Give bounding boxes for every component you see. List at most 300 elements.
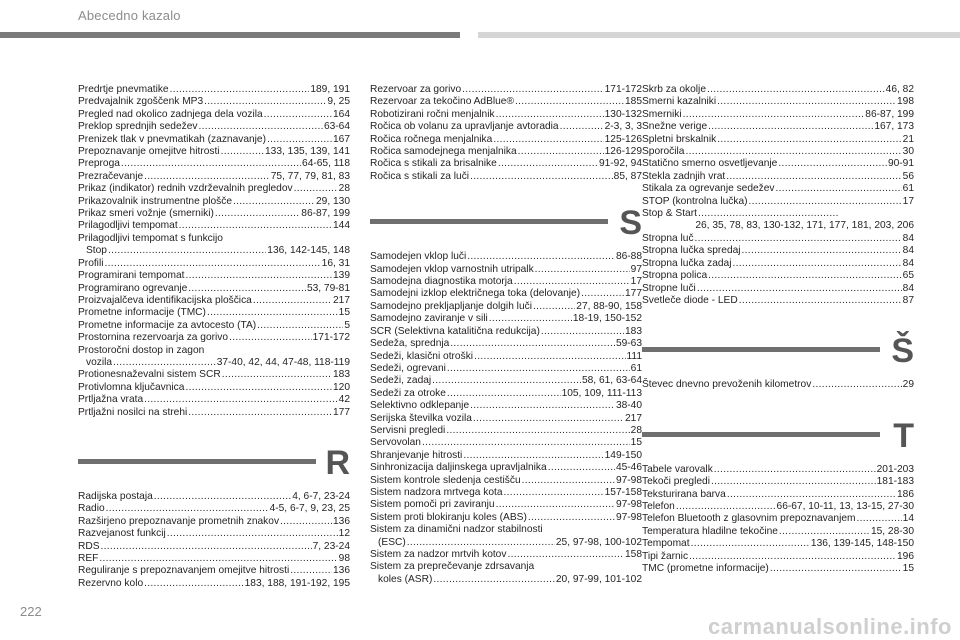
leader-dots [407, 537, 555, 549]
index-term: Sistem za dinamični nadzor stabilnosti [370, 524, 543, 536]
section-letter: R [325, 443, 350, 482]
index-term: Sedeži, ogrevani [370, 362, 446, 374]
header-bar-light [478, 32, 960, 38]
index-column-3 [642, 84, 914, 575]
index-entry [78, 158, 350, 170]
index-entry [642, 464, 914, 476]
index-page-refs: 105, 109, 111-113 [561, 387, 642, 399]
index-page-refs: 17 [902, 195, 914, 207]
index-entry [642, 208, 914, 220]
index-term: TMC (prometne informacije) [642, 562, 769, 574]
leader-dots [770, 563, 902, 575]
index-entry [370, 264, 642, 276]
index-term: Preklop sprednjih sedežev [78, 121, 198, 133]
leader-dots [778, 158, 887, 170]
index-entry [370, 288, 642, 300]
index-entry [642, 295, 914, 307]
leader-dots [222, 369, 332, 381]
leader-dots [470, 171, 613, 183]
index-term: Teksturirana barva [642, 488, 726, 500]
index-entry [370, 450, 642, 462]
index-term: Razširjeno prepoznavanje prometnih znakov [78, 515, 280, 527]
index-term: Prilagodljivi tempomat s funkcijo [78, 232, 223, 244]
leader-dots [489, 313, 572, 325]
index-entry [642, 121, 914, 133]
leader-dots [514, 276, 630, 288]
index-page-refs: 97 [630, 263, 642, 275]
index-entry [78, 233, 350, 245]
index-entry [370, 425, 642, 437]
leader-dots [99, 553, 337, 565]
index-entry [78, 528, 350, 540]
index-entry [370, 146, 642, 158]
index-entry [370, 134, 642, 146]
index-entry [370, 388, 642, 400]
leader-dots [185, 270, 332, 282]
index-entry [370, 276, 642, 288]
index-page-refs: 157-158 [604, 486, 642, 498]
index-term: Ročica s stikali za luči [370, 170, 470, 182]
leader-dots [207, 307, 338, 319]
index-term: Stop [86, 245, 107, 257]
index-entry [370, 109, 642, 121]
index-term: Tekoči pregledi [642, 476, 710, 488]
leader-dots [433, 574, 555, 586]
index-page-refs: 186 [897, 488, 914, 500]
index-term: Robotizirani ročni menjalnik [370, 108, 495, 120]
index-entry [370, 363, 642, 375]
index-entry [78, 183, 350, 195]
leader-dots [496, 499, 615, 511]
leader-dots [280, 516, 332, 528]
index-page-refs: 16, 31 [321, 257, 350, 269]
index-entry [370, 251, 642, 263]
index-term: Telefon Bluetooth z glasovnim prepoznavanjem [642, 513, 856, 525]
index-term: Stekla zadnjih vrat [642, 170, 726, 182]
index-entry [78, 208, 350, 220]
index-page-refs: 75, 77, 79, 81, 83 [270, 170, 350, 182]
index-page-refs: 85, 87 [613, 170, 642, 182]
index-page-refs: 177 [333, 406, 350, 418]
index-page-refs: 15 [630, 437, 642, 449]
leader-dots [432, 375, 581, 387]
index-page-refs: 167, 173 [874, 121, 914, 133]
header-bar [0, 32, 460, 38]
index-term: Samodejno zaviranje v sili [370, 313, 488, 325]
leader-dots [739, 295, 902, 307]
index-term: Stropne luči [642, 282, 696, 294]
section-letter: T [893, 416, 914, 455]
index-term: RDS [78, 540, 100, 552]
index-entry [78, 491, 350, 503]
index-entry [370, 326, 642, 338]
index-term: Prilagodljivi tempomat [78, 220, 178, 232]
index-term: Spletni brskalnik [642, 133, 717, 145]
index-entry [78, 394, 350, 406]
index-term: Prometne informacije (TMC) [78, 307, 206, 319]
section-header [78, 441, 350, 485]
index-term: Servovolan [370, 437, 421, 449]
leader-dots [695, 233, 902, 245]
section-letter: Š [891, 332, 914, 371]
index-entry [78, 96, 350, 108]
index-term: Preproga [78, 158, 120, 170]
index-term: Prezračevanje [78, 170, 144, 182]
index-term: STOP (kontrolna lučka) [642, 195, 748, 207]
index-page-refs: 63-64 [323, 121, 350, 133]
index-page-refs: 59-63 [615, 338, 642, 350]
index-term: Sistem za nadzor mrtvih kotov [370, 549, 507, 560]
index-page-refs: 61 [902, 183, 914, 195]
leader-dots [683, 109, 865, 121]
section-header [370, 201, 642, 245]
index-entry [370, 574, 642, 586]
index-term: Sedeži za otroke [370, 387, 446, 399]
index-page-refs: 196 [897, 550, 914, 562]
index-page-refs: 198 [897, 96, 914, 108]
index-entry [78, 134, 350, 146]
leader-dots [188, 283, 306, 295]
index-page-refs: 201-203 [876, 463, 914, 475]
leader-dots [717, 96, 896, 108]
index-entry [370, 84, 642, 96]
leader-dots [470, 400, 615, 412]
index-term: Samodejen vklop varnostnih utripalk [370, 263, 534, 275]
index-term: Programirani tempomat [78, 270, 185, 282]
index-column-1 [78, 84, 350, 590]
leader-dots [447, 388, 561, 400]
watermark-text: carmanualsonline.info [708, 614, 952, 639]
index-entry [642, 513, 914, 525]
leader-dots [779, 526, 870, 538]
index-term: Pregled nad okolico zadnjega dela vozila [78, 108, 263, 120]
index-page-refs: 64-65, 118 [302, 158, 350, 170]
leader-dots [204, 96, 326, 108]
leader-dots [714, 464, 876, 476]
leader-dots [498, 158, 598, 170]
leader-dots [726, 171, 901, 183]
index-entry [78, 196, 350, 208]
index-entry [78, 320, 350, 332]
leader-dots [548, 462, 615, 474]
index-term: Prostornina rezervoarja za gorivo [78, 332, 229, 344]
leader-dots [462, 84, 603, 96]
index-term: Stropna lučka zadaj [642, 257, 732, 269]
leader-dots [812, 379, 901, 391]
index-page-refs: 97-98 [615, 474, 642, 486]
leader-dots [267, 134, 332, 146]
leader-dots [294, 183, 338, 195]
leader-dots [121, 158, 301, 170]
index-page-refs: 136 [333, 515, 350, 527]
leader-dots [493, 134, 603, 146]
index-entry [642, 501, 914, 513]
index-page-refs: 217 [625, 412, 642, 424]
index-term: Prikazovalnik instrumentne plošče [78, 195, 233, 207]
index-entry [78, 121, 350, 133]
index-term: Ročica s stikali za brisalnike [370, 158, 497, 170]
index-page-refs: 217 [333, 294, 350, 306]
index-entry [78, 258, 350, 270]
leader-dots [717, 134, 901, 146]
index-term: Stop & Start [642, 208, 697, 220]
leader-dots [179, 220, 332, 232]
index-entry [78, 578, 350, 590]
index-term: Razvejanost funkcij [78, 528, 166, 540]
index-term: Reguliranje s prepoznavanjem omejitve hitrosti [78, 565, 290, 577]
leader-dots [581, 288, 624, 300]
index-entry [370, 487, 642, 499]
leader-dots [727, 489, 896, 501]
index-page-refs: 56 [902, 170, 914, 182]
leader-dots [507, 549, 624, 561]
leader-dots [229, 332, 312, 344]
leader-dots [528, 512, 615, 524]
index-entry [78, 295, 350, 307]
section-bar [370, 219, 608, 224]
index-page-refs: 158 [625, 549, 642, 560]
leader-dots [447, 363, 630, 375]
index-entry [370, 437, 642, 449]
index-entry [78, 345, 350, 357]
index-page-refs: 97-98 [615, 499, 642, 511]
index-page-refs: 45-46 [615, 462, 642, 474]
index-entry [370, 313, 642, 325]
index-page-refs: 42 [338, 394, 350, 406]
index-entry [78, 245, 350, 257]
index-page-refs: 84 [902, 232, 914, 244]
leader-dots [154, 491, 291, 503]
index-page-refs: 14 [902, 513, 914, 525]
index-entry [78, 109, 350, 121]
index-entry [642, 476, 914, 488]
index-entry [78, 553, 350, 565]
index-term: Serijska številka vozila [370, 412, 472, 424]
index-page-refs: 4, 6-7, 23-24 [292, 490, 350, 502]
index-entry [370, 475, 642, 487]
index-term: Predrtje pnevmatike [78, 84, 169, 95]
index-entry [370, 561, 642, 573]
index-term: Sporočila [642, 146, 685, 158]
index-entry [78, 84, 350, 96]
index-page-refs: 136, 142-145, 148 [267, 245, 350, 257]
index-page-refs: 28 [338, 183, 350, 195]
index-entry [78, 171, 350, 183]
leader-dots [698, 208, 838, 220]
leader-dots [689, 551, 896, 563]
index-entry [370, 171, 642, 183]
index-term: Profili [78, 257, 104, 269]
index-term: Sistem nadzora mrtvega kota [370, 486, 503, 498]
section-header [642, 414, 914, 458]
leader-dots [708, 270, 902, 282]
index-page-refs: 18-19, 150-152 [572, 313, 642, 325]
leader-dots [691, 538, 810, 550]
index-term: Temperatura hladilne tekočine [642, 525, 778, 537]
index-term: Radijska postaja [78, 490, 153, 502]
index-term: vozila [86, 356, 113, 368]
index-entry [370, 499, 642, 511]
index-term: Protivlomna ključavnica [78, 381, 185, 393]
index-page-refs: 125-126 [604, 133, 642, 145]
index-term: Sinhronizacija daljinskega upravljalnika [370, 462, 547, 474]
leader-dots [474, 351, 625, 363]
index-page-refs: 61 [630, 362, 642, 374]
index-page-refs: 183, 188, 191-192, 195 [244, 577, 350, 589]
section-letter: S [619, 204, 642, 243]
index-page-refs: 126-129 [604, 146, 642, 158]
index-term: Stikala za ogrevanje sedežev [642, 183, 775, 195]
index-term: Rezervno kolo [78, 577, 144, 589]
leader-dots [104, 258, 320, 270]
index-page-refs: 130-132 [604, 108, 642, 120]
index-page-refs: 29, 130 [316, 195, 350, 207]
index-term: Prostoročni dostop in zagon [78, 344, 205, 356]
index-entry [370, 96, 642, 108]
index-term: Ročica samodejnega menjalnika [370, 146, 517, 158]
index-term: Radio [78, 503, 105, 515]
leader-dots [233, 196, 315, 208]
index-page-refs: 86-88 [615, 251, 642, 263]
index-term: Prepoznavanje omejitve hitrosti [78, 146, 220, 158]
leader-dots [188, 407, 332, 419]
index-entry [642, 84, 914, 96]
index-term: Samodejni izklop električnega toka (delovanje) [370, 288, 581, 300]
index-entry [642, 158, 914, 170]
index-page-refs: 171-172 [312, 332, 350, 344]
leader-dots [170, 84, 310, 96]
index-term: Prometne informacije za avtocesto (TA) [78, 319, 257, 331]
index-entry [370, 338, 642, 350]
index-entry [370, 549, 642, 561]
index-page-refs: 86-87, 199 [865, 108, 914, 120]
index-term: Števec dnevno prevoženih kilometrov [642, 379, 812, 391]
index-term: Ročica ob volanu za upravljanje avtoradia [370, 121, 559, 133]
index-column-2 [370, 84, 642, 586]
index-term: Sedeži, zadaj [370, 375, 432, 387]
section-bar [642, 432, 880, 437]
index-term: Sistem za preprečevanje zdrsavanja [370, 561, 535, 573]
index-entry [370, 375, 642, 387]
index-page-refs: 29 [902, 379, 914, 391]
index-term: Tabele varovalk [642, 463, 713, 475]
index-entry [78, 146, 350, 158]
index-entry [370, 301, 642, 313]
leader-dots [776, 183, 902, 195]
leader-dots [685, 146, 901, 158]
index-entry [642, 96, 914, 108]
leader-dots [504, 487, 604, 499]
index-entry [370, 413, 642, 425]
index-term: Prikaz (indikator) rednih vzdrževalnih pregledov [78, 183, 293, 195]
index-entry [370, 512, 642, 524]
index-page-refs: 183 [625, 325, 642, 337]
index-page-refs: 25, 97-98, 100-102 [555, 536, 642, 548]
leader-dots [473, 413, 624, 425]
index-page-refs: 27, 88-90, 158 [576, 300, 642, 312]
index-term: Rezervoar za gorivo [370, 84, 462, 95]
index-page-refs: 17 [630, 276, 642, 288]
leader-dots [463, 450, 603, 462]
index-term: Sistem proti blokiranju koles (ABS) [370, 511, 527, 523]
index-term: Rezervoar za tekočino AdBlue® [370, 96, 514, 108]
index-entry [642, 183, 914, 195]
index-entry [78, 516, 350, 528]
index-term: Protionesnaževalni sistem SCR [78, 369, 221, 381]
index-page-refs: 90-91 [887, 158, 914, 170]
index-entry [370, 121, 642, 133]
index-entry [642, 233, 914, 245]
index-entry [78, 565, 350, 577]
index-entry [78, 283, 350, 295]
index-term: Proizvajalčeva identifikacijska ploščica [78, 294, 252, 306]
leader-dots [732, 258, 901, 270]
leader-dots [467, 251, 615, 263]
index-entry [78, 382, 350, 394]
leader-dots [253, 295, 332, 307]
index-term: Stropna luč [642, 232, 694, 244]
index-term: Programirano ogrevanje [78, 282, 188, 294]
index-page-refs: 139 [333, 270, 350, 282]
index-term: Samodejen vklop luči [370, 251, 467, 263]
index-term: Sedeži, klasični otroški [370, 350, 474, 362]
section-header [642, 329, 914, 373]
index-entry [642, 134, 914, 146]
index-term: Skrb za okolje [642, 84, 706, 95]
index-entry [78, 270, 350, 282]
index-page-refs: 15 [338, 307, 350, 319]
index-entry [642, 109, 914, 121]
index-term: Predvajalnik zgoščenk MP3 [78, 96, 204, 108]
index-page-refs: 2-3, 3, 3 [604, 121, 642, 133]
index-page-refs: 87 [902, 294, 914, 306]
index-page-refs: 20, 97-99, 101-102 [555, 573, 642, 585]
leader-dots [144, 394, 338, 406]
index-term: koles (ASR) [378, 573, 433, 585]
leader-dots [108, 245, 266, 257]
index-page-refs: 66-67, 10-11, 13, 13-15, 27-30 [776, 500, 914, 512]
index-page-refs: 136 [333, 565, 350, 577]
leader-dots [518, 146, 604, 158]
index-page-refs: 84 [902, 245, 914, 257]
leader-dots [264, 109, 332, 121]
index-entry [642, 245, 914, 257]
page-header-title: Abecedno kazalo [78, 8, 181, 23]
index-page-refs: 185 [625, 96, 642, 108]
index-term: Shranjevanje hitrosti [370, 449, 463, 461]
leader-dots [707, 84, 885, 96]
leader-dots [106, 503, 269, 515]
index-entry [370, 462, 642, 474]
index-page-refs: 177 [625, 288, 642, 300]
index-page-refs: 7, 23-24 [312, 540, 350, 552]
index-page-refs: 30 [902, 146, 914, 158]
leader-dots [167, 528, 338, 540]
index-term: Prenizek tlak v pnevmatikah (zaznavanje) [78, 133, 266, 145]
index-term: Svetleče diode - LED [642, 294, 738, 306]
index-page-refs: 98 [338, 553, 350, 564]
index-entry [642, 551, 914, 563]
index-term: Ročica ročnega menjalnika [370, 133, 493, 145]
leader-dots [857, 513, 902, 525]
index-page-refs: 144 [333, 220, 350, 232]
index-term: Selektivno odklepanje [370, 400, 470, 412]
leader-dots [101, 541, 312, 553]
index-page-refs: 84 [902, 282, 914, 294]
index-entry [78, 307, 350, 319]
index-page-refs: 53, 79-81 [306, 282, 350, 294]
index-term: Tempomat [642, 538, 690, 550]
